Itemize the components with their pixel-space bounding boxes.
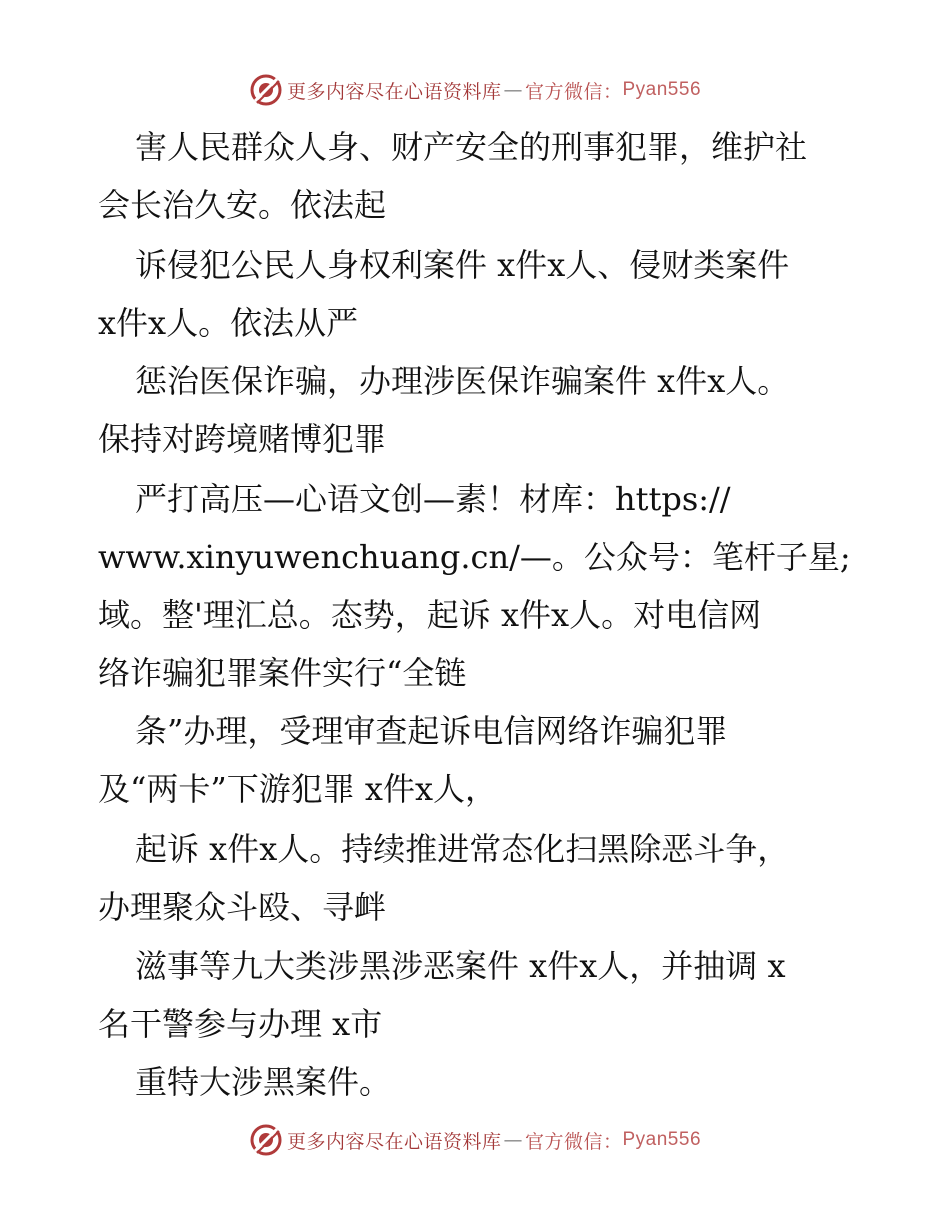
banner-wechat-label: 官方微信： xyxy=(524,80,623,103)
text-line: 及“两卡”下游犯罪 x件x人， xyxy=(98,770,497,808)
text-line: 保持对跨境赌博犯罪 xyxy=(98,420,387,458)
text-line: x件x人。依法从严 xyxy=(98,304,359,342)
text-line: 诉侵犯公民人身权利案件 x件x人、侵财类案件 xyxy=(135,246,790,284)
text-line: 名干警参与办理 x市 xyxy=(98,1005,383,1043)
footer-banner xyxy=(0,1120,950,1160)
text-line: 重特大涉黑案件。 xyxy=(135,1063,392,1101)
text-line: 办理聚众斗殴、寻衅 xyxy=(98,888,387,926)
header-banner xyxy=(0,70,950,110)
text-line: 害人民群众人身、财产安全的刑事犯罪，维护社 xyxy=(135,128,808,166)
text-line: 滋事等九大类涉黑涉恶案件 x件x人，并抽调 x xyxy=(135,947,786,985)
brand-logo-icon xyxy=(249,1123,283,1157)
banner-wechat-id: Pyan556 xyxy=(622,79,702,100)
brand-logo-icon xyxy=(249,73,283,107)
banner-wechat-label: 官方微信： xyxy=(524,1130,623,1153)
text-line: 起诉 x件x人。持续推进常态化扫黑除恶斗争， xyxy=(135,830,790,868)
text-line: 惩治医保诈骗，办理涉医保诈骗案件 x件x人。 xyxy=(135,362,790,400)
text-line: 会长治久安。依法起 xyxy=(98,186,387,224)
text-line: 络诈骗犯罪案件实行“全链 xyxy=(98,654,467,692)
banner-brand-text: 更多内容尽在心语资料库 xyxy=(286,80,502,103)
banner-separator: — xyxy=(503,1129,523,1151)
text-line: www.xinyuwenchuang.cn/—。公众号：笔杆子星; xyxy=(98,538,851,576)
text-line: 域。整'理汇总。态势，起诉 x件x人。对电信网 xyxy=(98,596,762,634)
text-line: 严打高压—心语文创—素！材库：https:// xyxy=(135,480,731,518)
text-line: 条”办理，受理审查起诉电信网络诈骗犯罪 xyxy=(135,712,728,750)
banner-brand-text: 更多内容尽在心语资料库 xyxy=(286,1130,502,1153)
banner-wechat-id: Pyan556 xyxy=(622,1129,702,1150)
banner-separator: — xyxy=(503,79,523,101)
